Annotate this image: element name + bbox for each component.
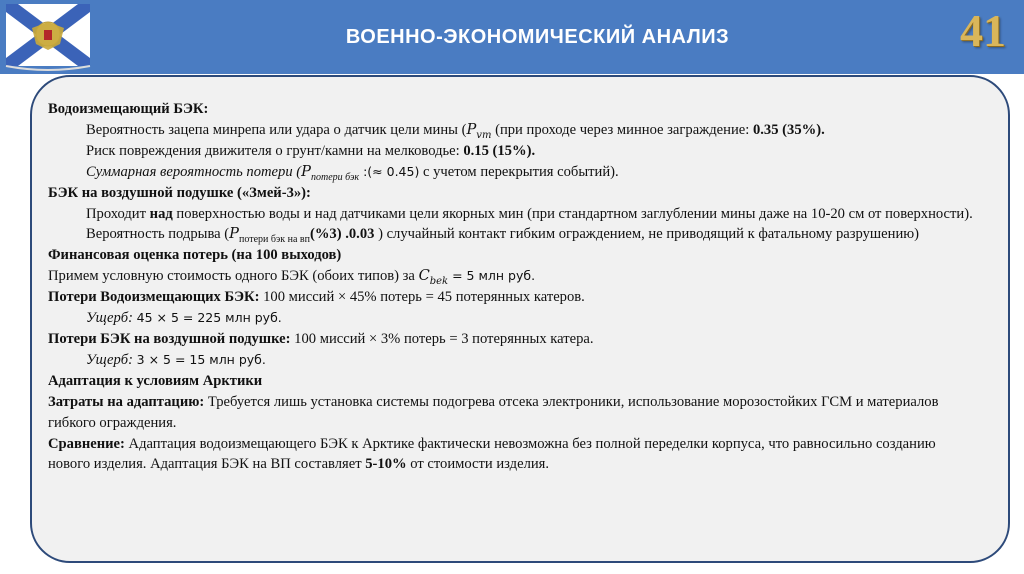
section-heading-finance: Финансовая оценка потерь (на 100 выходов) (48, 247, 342, 264)
page-title: ВОЕННО-ЭКОНОМИЧЕСКИЙ АНАЛИЗ (345, 25, 730, 48)
paragraph: Ущерб: 3 × 5 = 15 млн руб. (86, 351, 266, 368)
section-heading-arctic: Адаптация к условиям Арктики (48, 372, 263, 389)
content-box (30, 75, 1010, 563)
section-heading-hovercraft: БЭК на воздушной подушке («Змей-3»): (48, 184, 311, 201)
paragraph: Потери БЭК на воздушной подушке: 100 миссий × 3% потерь = 3 потерянных катера. (48, 330, 594, 347)
paragraph: Ущерб: 45 × 5 = 225 млн руб. (86, 310, 282, 327)
paragraph: Сравнение: Адаптация водоизмещающего БЭК к Арктике фактически невозможна без полной переделки корпуса, что равносильно созданию нового изделия. Адаптация БЭК на ВП составляет 5-10% от стоимости изделия. (48, 435, 936, 473)
paragraph: Вероятность зацепа минрепа или удара о датчик цели мины ($P_{vm}$ (при проходе через минное заграждение: 0.35 (35%). (86, 120, 825, 141)
paragraph: Риск повреждения движителя о грунт/камни на мелководье: 0.15 (15%). (86, 142, 536, 159)
content-text (48, 99, 974, 475)
paragraph: Вероятность подрыва ($P_{потери бэк на вп}(\%3)$ .0.03 ) случайный контакт гибким ограждением, не приводящий к фатальному разрушению) (86, 225, 920, 246)
paragraph: Суммарная вероятность потери ($P_{потери бэк}$ :(≈ 0.45) с учетом перекрытия событий). (86, 162, 619, 183)
section-heading-displacement: Водоизмещающий БЭК: (48, 101, 209, 117)
paragraph: Потери Водоизмещающих БЭК: 100 миссий × 45% потерь = 45 потерянных катеров. (48, 289, 585, 306)
slide-number: 41 (960, 5, 1006, 56)
paragraph: Проходит над поверхностью воды и над датчиками цели якорных мин (при стандартном заглублении мины даже на 10-20 см от поверхности). (86, 205, 973, 222)
naval-flag-icon (2, 0, 98, 74)
paragraph: Примем условную стоимость одного БЭК (обоих типов) за $C_{bek} = 5$ млн руб. (48, 267, 536, 288)
paragraph: Затраты на адаптацию: Требуется лишь установка системы подогрева отсека электроники, использование морозостойких ГСМ и материалов гибкого ограждения. (48, 393, 939, 431)
